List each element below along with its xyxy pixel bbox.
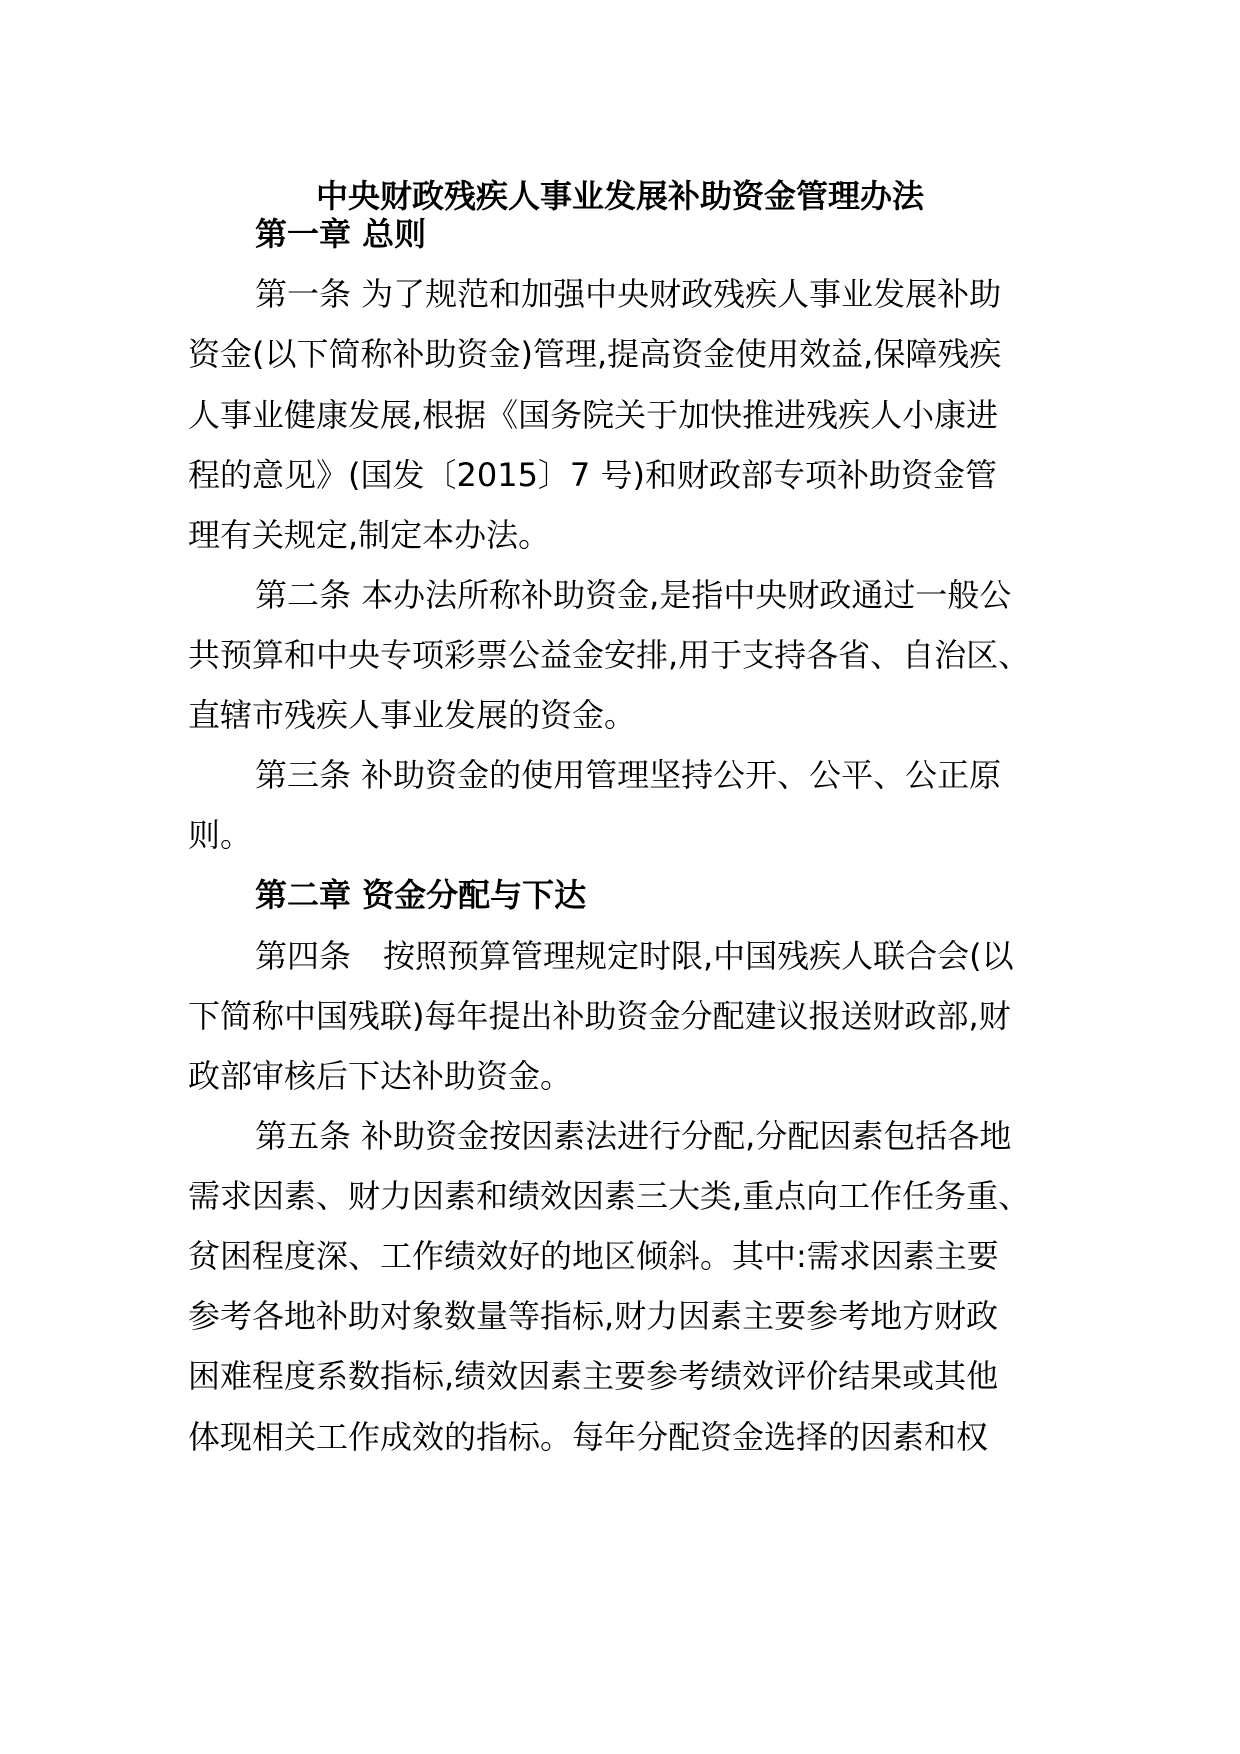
article-5-line: 体现相关工作成效的指标。每年分配资金选择的因素和权 <box>188 1418 989 1456</box>
article-1-line: 人事业健康发展,根据《国务院关于加快推进残疾人小康进 <box>188 396 999 434</box>
article-5-line: 需求因素、财力因素和绩效因素三大类,重点向工作任务重、 <box>188 1177 1031 1215</box>
article-3-line: 则。 <box>188 816 253 854</box>
article-2-line: 共预算和中央专项彩票公益金安排,用于支持各省、自治区、 <box>188 636 1031 674</box>
article-5-line: 第五条 补助资金按因素法进行分配,分配因素包括各地 <box>255 1117 1012 1155</box>
chapter-heading-2: 第二章 资金分配与下达 <box>255 876 587 914</box>
article-2-line: 直辖市残疾人事业发展的资金。 <box>188 696 637 734</box>
article-1-line: 资金(以下简称补助资金)管理,提高资金使用效益,保障残疾 <box>188 335 1002 373</box>
article-4-line: 政部审核后下达补助资金。 <box>188 1057 573 1095</box>
article-5-line: 贫困程度深、工作绩效好的地区倾斜。其中:需求因素主要 <box>188 1237 999 1275</box>
article-2-line: 第二条 本办法所称补助资金,是指中央财政通过一般公 <box>255 576 1012 614</box>
document-title: 中央财政残疾人事业发展补助资金管理办法 <box>315 177 924 215</box>
article-4-line: 下简称中国残联)每年提出补助资金分配建议报送财政部,财 <box>188 997 1011 1035</box>
article-5-line: 困难程度系数指标,绩效因素主要参考绩效评价结果或其他 <box>188 1357 999 1395</box>
article-5-line: 参考各地补助对象数量等指标,财力因素主要参考地方财政 <box>188 1297 999 1335</box>
article-1-line: 第一条 为了规范和加强中央财政残疾人事业发展补助 <box>255 275 1002 313</box>
article-1-line: 程的意见》(国发〔2015〕7 号)和财政部专项补助资金管 <box>188 456 997 494</box>
article-1-line: 理有关规定,制定本办法。 <box>188 516 551 554</box>
article-3-line: 第三条 补助资金的使用管理坚持公开、公平、公正原 <box>255 756 1002 794</box>
chapter-heading-1: 第一章 总则 <box>255 215 427 253</box>
article-4-line: 第四条 按照预算管理规定时限,中国残疾人联合会(以 <box>255 937 1014 975</box>
